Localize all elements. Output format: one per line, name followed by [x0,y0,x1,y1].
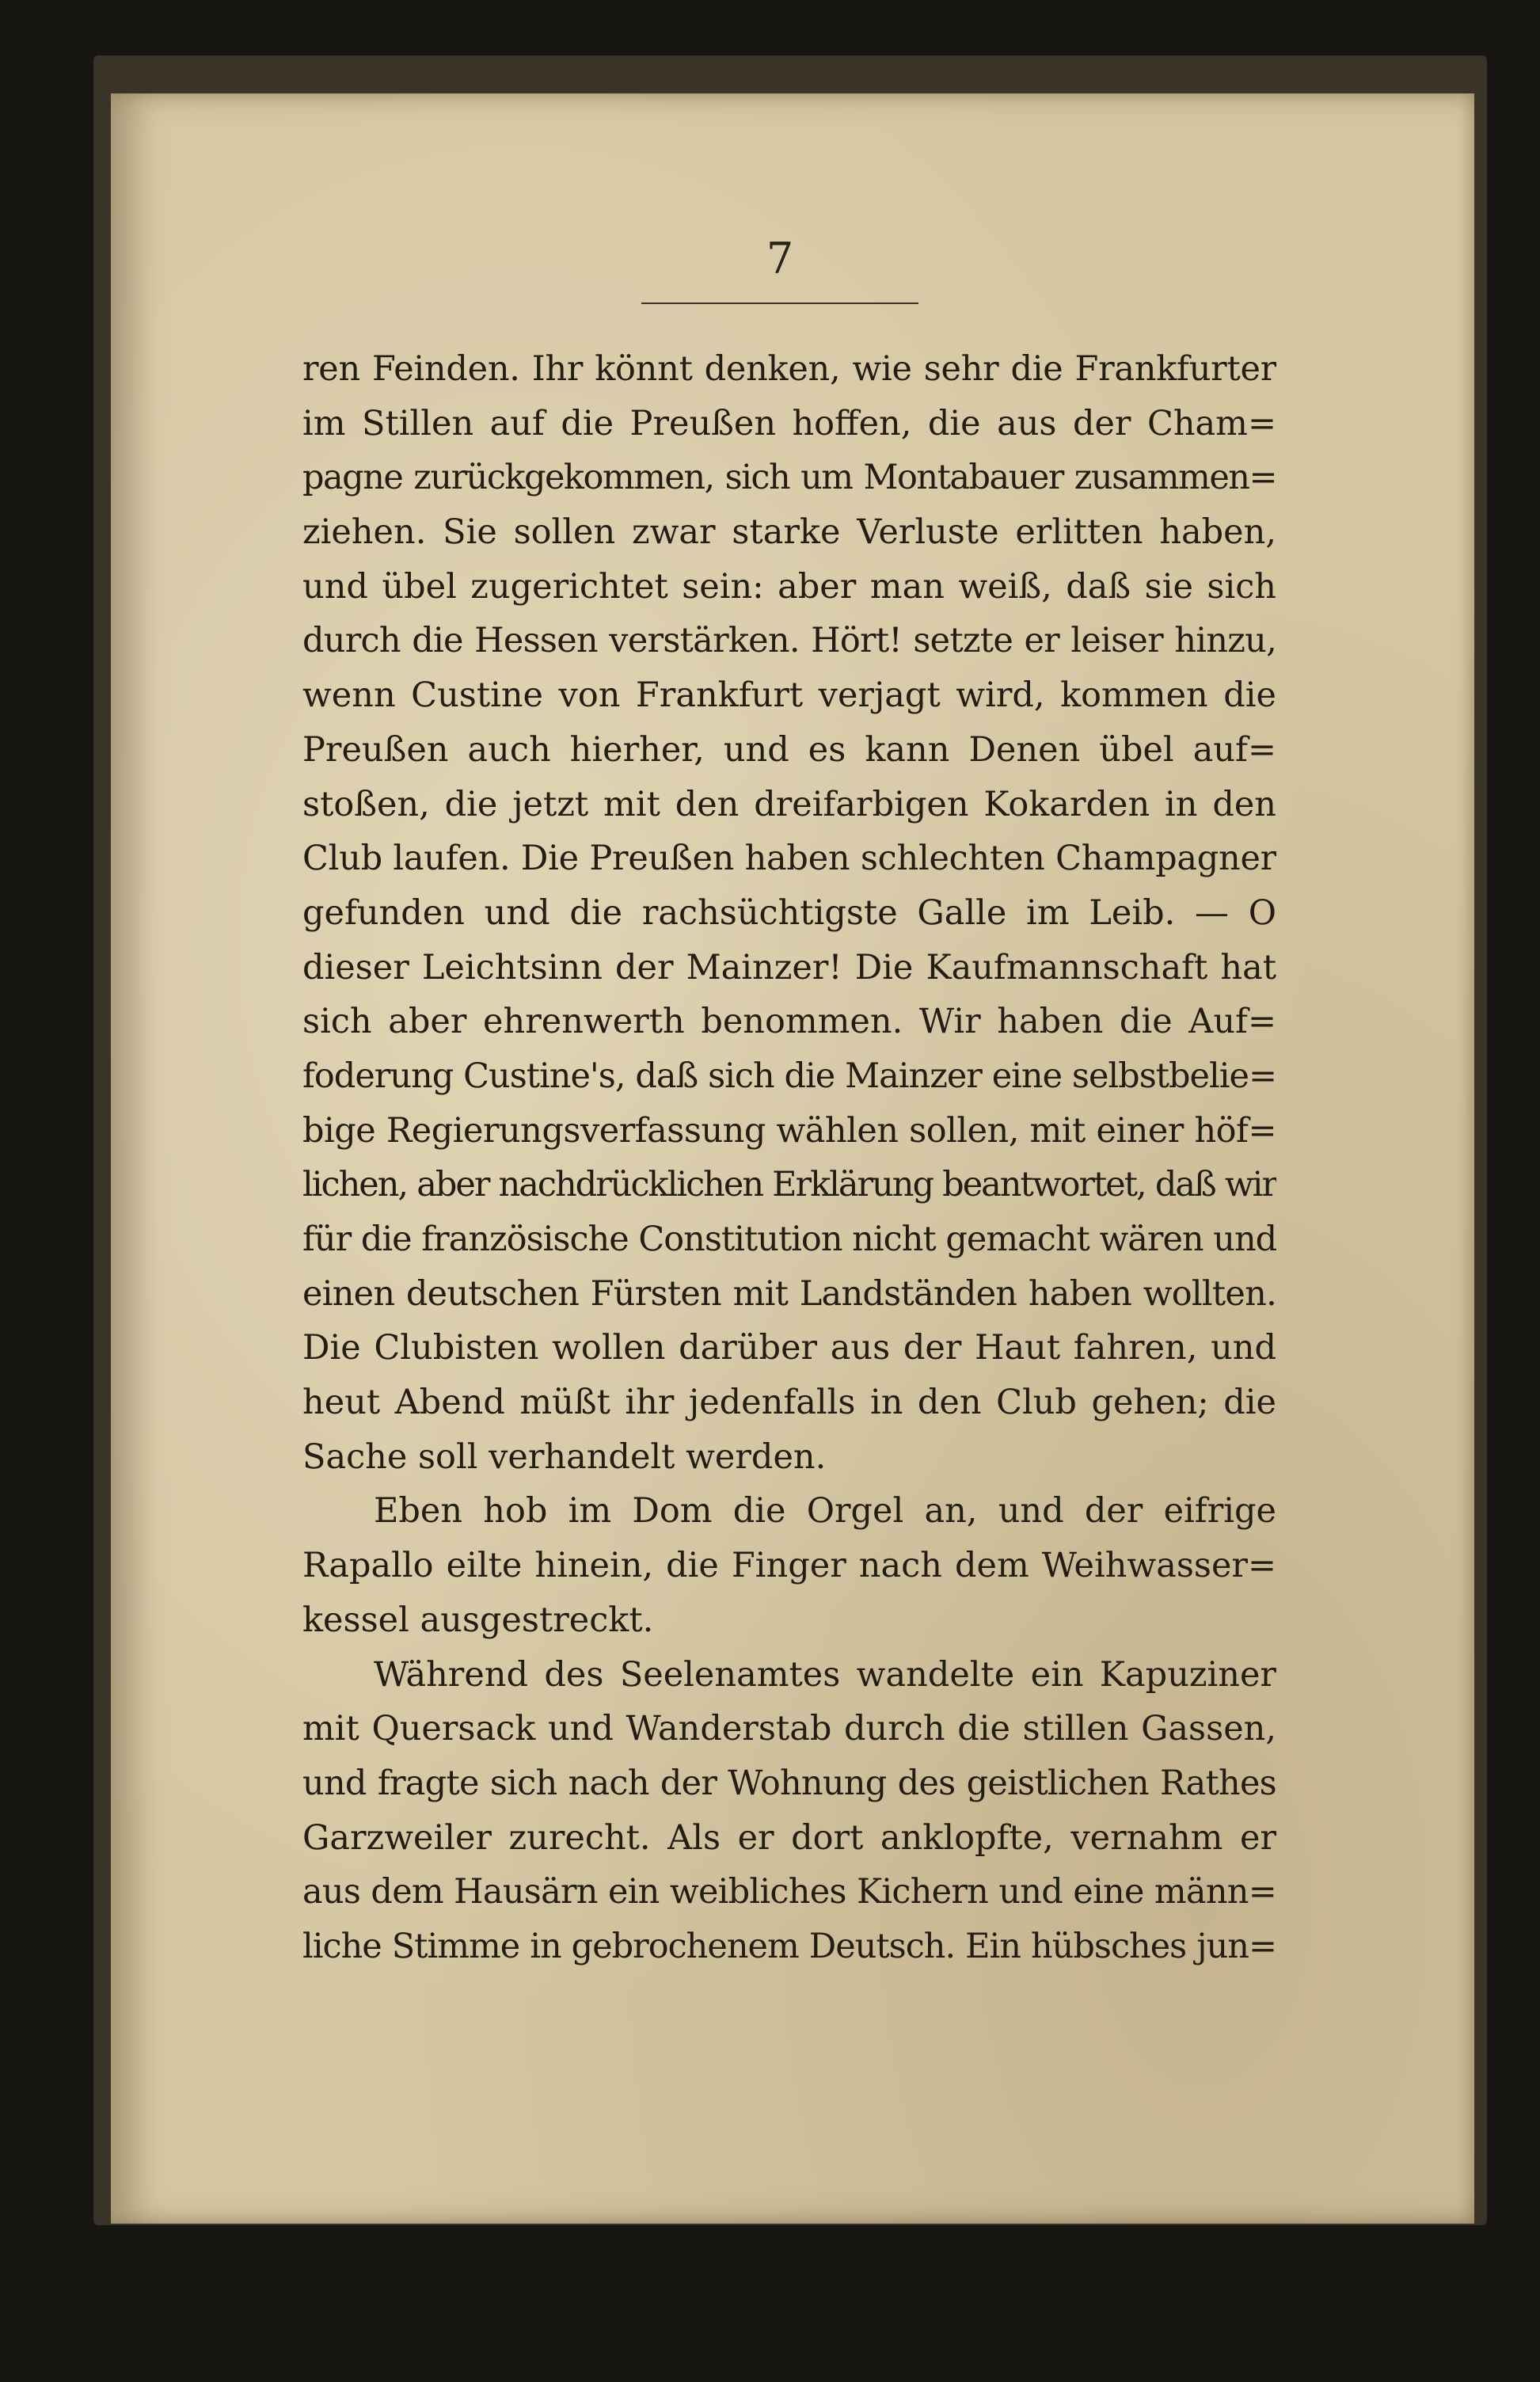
text-line: Die Clubisten wollen darüber aus der Haut fahren, und [302,1328,1276,1368]
text-line: Club laufen. Die Preußen haben schlechten Champagner [302,839,1276,879]
body-text [302,342,1276,1974]
header-rule [641,303,918,304]
text-line: stoßen, die jetzt mit den dreifarbigen Kokarden in den [302,784,1276,824]
text-line: für die französische Constitution nicht gemacht wären und [302,1220,1276,1259]
text-line: wenn Custine von Frankfurt verjagt wird, kommen die [302,675,1276,716]
text-line: Während des Seelenamtes wandelte ein Kapuziner [374,1654,1276,1695]
text-line: ren Feinden. Ihr könnt denken, wie sehr die Frankfurter [302,349,1276,389]
text-line: mit Quersack und Wanderstab durch die stillen Gassen, [302,1709,1276,1749]
text-line: foderung Custine's, daß sich die Mainzer eine selbstbelie= [302,1056,1276,1096]
text-line: im Stillen auf die Preußen hoffen, die aus der Cham= [302,403,1276,443]
text-line: und übel zugerichtet sein: aber man weiß, daß sie sich [302,566,1276,607]
text-line: einen deutschen Fürsten mit Landständen haben wollten. [302,1273,1276,1314]
text-line: liche Stimme in gebrochenem Deutsch. Ein hübsches jun= [302,1926,1276,1966]
text-line: bige Regierungsverfassung wählen sollen, mit einer höf= [302,1110,1276,1151]
text-line: Garzweiler zurecht. Als er dort anklopfte, vernahm er [302,1817,1276,1858]
text-line: Rapallo eilte hinein, die Finger nach dem Weihwasser= [302,1546,1276,1586]
text-line: gefunden und die rachsüchtigste Galle im Leib. — O [302,892,1276,933]
text-line: aus dem Hausärn ein weibliches Kichern und eine männ= [302,1872,1276,1912]
text-line: Eben hob im Dom die Orgel an, und der eifrige [374,1491,1276,1532]
text-line: Sache soll verhandelt werden. [302,1436,827,1477]
text-line: und fragte sich nach der Wohnung des geistlichen Rathes [302,1763,1276,1803]
text-line: heut Abend müßt ihr jedenfalls in den Club gehen; die [302,1383,1276,1423]
text-line: ziehen. Sie sollen zwar starke Verluste erlitten haben, [302,512,1276,553]
text-line: pagne zurückgekommen, sich um Montabauer zusammen= [302,458,1276,498]
text-line: sich aber ehrenwerth benommen. Wir haben die Auf= [302,1002,1276,1042]
text-line: Preußen auch hierher, und es kann Denen übel auf= [302,729,1276,770]
page-number: 7 [766,234,794,283]
text-line: durch die Hessen verstärken. Hört! setzte er leiser hinzu, [302,621,1276,661]
text-line: kessel ausgestreckt. [302,1600,654,1640]
text-line: lichen, aber nachdrücklichen Erklärung beantwortet, daß wir [302,1165,1276,1205]
text-line: dieser Leichtsinn der Mainzer! Die Kaufmannschaft hat [302,947,1276,987]
